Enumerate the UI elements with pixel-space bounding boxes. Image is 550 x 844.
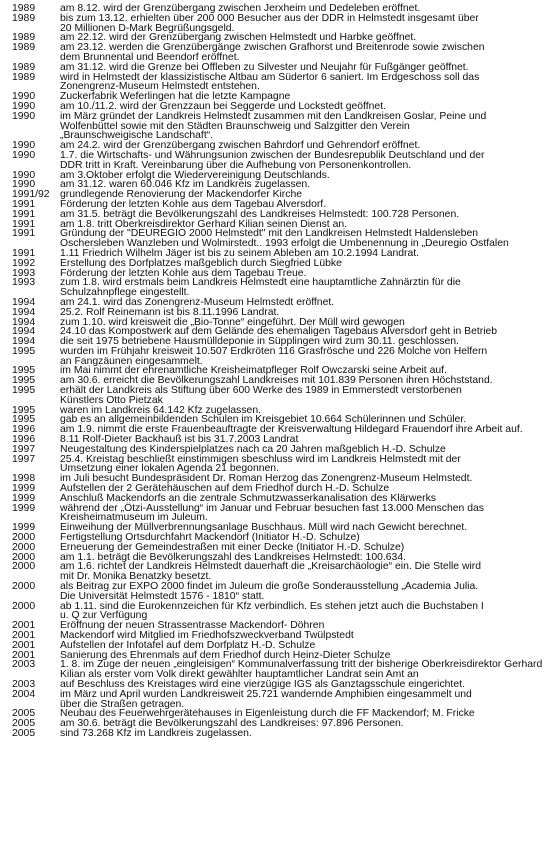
entry-text-line: bis zum 13.12. erhielten über 200 000 Besucher aus der DDR in Helmstedt insgesamt über [60,12,479,24]
entry-text-line: Umsetzung einer lokalen Agenda 21 begonnen. [60,463,279,475]
entry-text-line: erhält der Landkreis als Stiftung über 600 Werke des 1989 in Emmerstedt verstorbenen [60,385,462,397]
entry-text-line: während der „Ötzi-Ausstellung“ im Januar und Februar besuchen fast 13.000 Menschen das [60,502,484,514]
entry-text-line: am 8.12. wird der Grenzübergang zwischen Jerxheim und Dedeleben eröffnet. [60,3,421,14]
entry-text [60,602,524,622]
entry-year: 2001 [12,630,36,641]
entry-text-line: am 3.Oktober erfolgt die Wiedervereinigung Deutschlands. [60,169,330,181]
entry-text-line: am 1.9. nimmt die erste Frauenbeauftragte der Kreisverwaltung Hildegard Frauendorf ihre Arbeit auf. [60,424,523,436]
timeline-entry [0,151,550,171]
entry-text-line: Erstellung des Dorfplatzes maßgeblich durch Siegfried Lübke [60,257,342,269]
entry-year: 1989 [12,42,36,54]
entry-year: 2004 [12,688,36,700]
entry-text-line: im Mai nimmt der ehrenamtliche Kreisheimatpfleger Rolf Owczarski seine Arbeit auf. [60,365,447,377]
entry-text-line: Die Universität Helmstedt 1576 - 1810“ statt. [60,590,265,602]
entry-text-line: als Beitrag zur EXPO 2000 findet im Juleum die große Sonderausstellung „Academia Julia. [60,581,479,593]
entry-text-line: grundlegende Renovierung der Mackendorfer Kirche [60,189,303,201]
entry-text-line: 25.2. Rolf Reinemann ist bis 8.11.1996 Landrat. [60,306,280,318]
entry-text-line: Zuckerfabrik Weferlingen hat die letzte Kampagne [60,91,291,103]
entry-text-line: Aufstellen der Infotafel auf dem Dorfplatz H.-D. Schulze [60,639,316,651]
timeline-entry [0,582,550,602]
entry-text-line: Eröffnung der neuen Strassentrasse Mackendorf- Döhren [60,620,325,632]
entry-year: 2000 [12,551,36,563]
entry-year: 2001 [12,620,36,632]
entry-text-line: Künstlers Otto Pietzak [60,394,163,406]
entry-text-line: u. Q zur Verfügung [60,610,148,622]
entry-text-line: DDR tritt in Kraft. Vereinbarung über die Aufhebung von Personenkontrollen. [60,159,412,171]
entry-text-line: am 24.1. wird das Zonengrenz-Museum Helmstedt eröffnet. [60,296,335,308]
entry-year: 1993 [12,277,36,289]
entry-text [60,278,524,298]
entry-year: 1991 [12,218,36,230]
entry-year: 1999 [12,483,36,495]
entry-text-line: am 1.6. richtet der Landkreis Helmstedt dauerhaft die „Kreisarchäologie“ ein. Die Stelle wird [60,561,482,573]
entry-text-line: Wolfenbüttel sowie mit den Städten Braunschweig und Salzgitter den Verein [60,120,410,132]
entry-year: 2005 [12,718,36,730]
entry-year: 1989 [12,61,36,73]
entry-year: 1990 [12,149,36,161]
entry-year: 1994 [12,326,36,338]
entry-year: 1997 [12,443,36,455]
entry-text [60,504,524,524]
timeline-entry [0,386,550,406]
entry-text [60,729,524,739]
entry-text-line: am 1.1. beträgt die Bevölkerungszahl des Landkreises Helmstedt: 100.634. [60,551,406,563]
timeline-entry [0,562,550,582]
entry-year: 2001 [12,639,36,651]
entry-text-line: zum 1.10. wird kreisweit die „Bio-Tonne“ eingeführt. Der Müll wird gewogen [60,316,405,328]
entry-text-line: im März gründet der Landkreis Helmstedt zusammen mit den Landkreisen Goslar, Peine und [60,110,487,122]
entry-text-line: auf Beschluss des Kreistages wird eine vierzügige IGS als Ganztagsschule eingerichtet. [60,678,465,690]
entry-text [60,386,524,406]
entry-year: 1997 [12,453,36,465]
entry-year: 1990 [12,179,36,191]
entry-year: 1994 [12,296,36,308]
entry-text-line: 8.11 Rolf-Dieter Backhauß ist bis 31.7.2003 Landrat [60,434,299,446]
timeline-entry [0,112,550,141]
entry-year: 2000 [12,541,36,553]
entry-text [60,455,524,475]
timeline-entry [0,602,550,622]
entry-text [60,112,524,141]
entry-text-line: Zonengrenz-Museum Helmstedt entstehen. [60,81,260,93]
entry-text-line: im Juli besucht Bundespräsident Dr. Roman Herzog das Zonengrenz-Museum Helmstedt. [60,473,473,485]
entry-year: 1990 [12,110,36,122]
entry-year: 1996 [12,424,36,436]
entry-text-line: ab 1.11. sind die Eurokennzeichen für Kfz verbindlich. Es stehen jetzt auch die Buchstaben I [60,600,484,612]
entry-text-line: dem Brunnental und Beendorf eröffnet. [60,51,240,63]
entry-text-line: Neubau des Feuerwehrgerätehauses in Eigenleistung durch die FF Mackendorf; M. Fricke [60,708,475,720]
entry-text-line: über die Straßen getragen. [60,698,185,710]
timeline-entry [0,14,550,34]
timeline-entry [0,347,550,367]
entry-year: 1989 [12,32,36,44]
entry-text-line: 1.11 Friedrich Wilhelm Jäger ist bis zu seinem Ableben am 10.2.1994 Landrat. [60,247,420,259]
entry-year: 1991 [12,247,36,259]
entry-text-line: Mackendorf wird Mitglied im Friedhofszweckverband Twülpstedt [60,630,354,641]
entry-text-line: wurden im Frühjahr kreisweit 10.507 Erdkröten 116 Grasfrösche und 226 Molche von Helfern [60,345,488,357]
entry-text [60,43,524,63]
entry-text-line: am 22.12. wird der Grenzübergang zwischen Helmstedt und Harbke geöffnet. [60,32,417,44]
entry-text-line: waren im Landkreis 64.142 Kfz zugelassen. [60,404,261,416]
entry-year: 1990 [12,140,36,152]
timeline-entry [0,43,550,63]
entry-text-line: Kreisheimatmuseum im Juleum. [60,512,208,524]
entry-text-line: gab es an allgemeinbildenden Schulen im Kreisgebiet 10.664 Schülerinnen und Schüler. [60,414,467,426]
entry-text-line: am 31.12. wird die Grenze bei Offleben zu Silvester und Neujahr für Fußgänger geöffnet. [60,61,469,73]
entry-text-line: die seit 1975 betriebene Hausmülldeponie in Süpplingen wird zum 30.11. geschlossen. [60,336,459,348]
entry-text [60,347,524,367]
entry-text-line: Erneuerung der Gemeindestraßen mit einer Decke (Initiator H.-D. Schulze) [60,541,405,553]
entry-text-line: 1. 8. im Zuge der neuen „eingleisigen“ Kommunalverfassung tritt der bisherige Oberkreisdirektor Gerhard [60,659,543,671]
entry-year: 1998 [12,473,36,485]
entry-text-line: Schulzahnpflege eingestellt. [60,287,190,299]
entry-text-line: 24.10 das Kompostwerk auf dem Gelände des ehemaligen Tagebaus Alversdorf geht in Betrieb [60,326,498,338]
entry-text-line: Förderung der letzten Kohle aus dem Tagebau Alversdorf. [60,198,327,210]
entry-year: 1999 [12,502,36,514]
entry-text-line: am 24.2. wird der Grenzübergang zwischen Bahrdorf und Gehrendorf eröffnet. [60,140,421,152]
entry-text-line: am 30.6. beträgt die Bevölkerungszahl des Landkreises: 97.896 Personen. [60,718,404,730]
entry-year: 1990 [12,91,36,103]
entry-year: 1995 [12,375,36,387]
timeline-entry [0,690,550,710]
entry-text [60,151,524,171]
timeline-entry [0,229,550,249]
chronicle-timeline [0,4,550,739]
entry-text [60,562,524,582]
entry-text-line: sind 73.268 Kfz im Landkreis zugelassen. [60,727,252,739]
entry-text [60,229,524,249]
entry-text-line: Anschluß Mackendorfs an die zentrale Schmutzwasserkanalisation des Klärwerks [60,492,436,504]
entry-text-line: am 1.8. tritt Oberkreisdirektor Gerhard Kilian seinen Dienst an. [60,218,348,230]
entry-text-line: am 31.5. beträgt die Bevölkerungszahl des Landkreises Helmstedt: 100.728 Personen. [60,208,460,220]
entry-year: 1991 [12,228,36,240]
entry-text-line: am 23.12. werden die Grenzübergänge zwischen Grafhorst und Breitenrode sowie zwischen [60,42,485,54]
entry-text-line: Fertigstellung Ortsdurchfahrt Mackendorf (Initiator H.-D. Schulze) [60,532,360,544]
entry-year: 2005 [12,727,36,739]
entry-year: 2000 [12,600,36,612]
entry-year: 2003 [12,678,36,690]
entry-year: 1995 [12,385,36,397]
entry-year: 1989 [12,71,36,83]
entry-text [60,14,524,34]
timeline-entry [0,455,550,475]
entry-year: 1999 [12,522,36,534]
entry-year: 1995 [12,365,36,377]
entry-text-line: Sanierung des Ehrenmals auf dem Friedhof durch Heinz-Dieter Schulze [60,649,391,661]
entry-text-line: 1.7. die Wirtschafts- und Währungsunion zwischen der Bundesrepublik Deutschland und der [60,149,485,161]
entry-year: 1994 [12,316,36,328]
entry-year: 1989 [12,12,36,24]
entry-year: 2000 [12,561,36,573]
entry-text-line: Einweihung der Müllverbrennungsanlage Buschhaus. Müll wird nach Gewicht berechnet. [60,522,468,534]
timeline-entry [0,278,550,298]
entry-text-line: 20 Millionen D-Mark Begrüßungsgeld. [60,22,235,34]
entry-text-line: Kilian als erster vom Volk direkt gewählter hauptamtlicher Landrat sein Amt an [60,669,419,681]
entry-year: 1995 [12,404,36,416]
entry-year: 2000 [12,581,36,593]
entry-text-line: 25.4. Kreistag beschließt einstimmigen sbeschluss wird im Landkreis Helmstedt mit der [60,453,461,465]
entry-text-line: Neugestaltung des Kinderspielplatzes nach ca 20 Jahren maßgeblich H.-D. Schulze [60,443,446,455]
entry-text-line: „Braunschweigische Landschaft“. [60,130,214,142]
entry-year: 1994 [12,306,36,318]
timeline-entry [0,729,550,739]
entry-text-line: zum 1.8. wird erstmals beim Landkreis Helmstedt eine hauptamtliche Zahnärztin für die [60,277,461,289]
entry-year: 2001 [12,649,36,661]
entry-text [60,690,524,710]
entry-text-line: im März und April wurden Landkreisweit 25.721 wandernde Amphibien eingesammelt und [60,688,472,700]
entry-year: 1994 [12,336,36,348]
entry-year: 1989 [12,3,36,14]
entry-text [60,659,543,681]
timeline-entry [0,73,550,93]
timeline-entry [0,504,550,524]
entry-text-line: Aufstellen der 2 Gerätehäuschen auf dem Friedhof durch H.-D. Schulze [60,483,390,495]
entry-text [60,582,524,602]
entry-year: 1995 [12,345,36,357]
entry-year: 1990 [12,100,36,112]
entry-year: 2005 [12,708,36,720]
entry-text-line: wird in Helmstedt der klassizistische Altbau am Südertor 6 saniert. Im Erdgeschoss soll das [60,71,480,83]
entry-text-line: Gründung der "DEUREGIO 2000 Helmstedt" mit den Landkreisen Helmstedt Haldensleben [60,228,479,240]
entry-year: 1996 [12,434,36,446]
entry-text-line: am 10./11.2. wird der Grenzzaun bei Seggerde und Lockstedt geöffnet. [60,100,386,112]
entry-text-line: Oschersleben Wanzleben und Wolmirstedt.. 1993 erfolgt die Umbenennung in „Deuregio Ostfalen [60,238,509,250]
entry-year: 1999 [12,492,36,504]
entry-year: 1993 [12,267,36,279]
entry-text-line: mit Dr. Monika Benatzky besetzt. [60,571,212,583]
entry-year: 1990 [12,169,36,181]
entry-text-line: Förderung der letzten Kohle aus dem Tagebau Treue. [60,267,307,279]
entry-year: 1991 [12,198,36,210]
entry-text [60,73,524,93]
entry-year: 2003 [12,659,36,671]
timeline-entry [0,660,550,680]
entry-year: 1995 [12,414,36,426]
entry-year: 1991 [12,208,36,220]
entry-year: 1992 [12,257,36,269]
entry-year: 2000 [12,532,36,544]
entry-text-line: am 31.12. waren 60.046 Kfz im Landkreis zugelassen. [60,179,311,191]
entry-text-line: am 30.6. erreicht die Bevölkerungszahl Landkreises mit 101.839 Personen ihren Höchststand. [60,375,493,387]
entry-text-line: an Fangzäunen eingesammelt. [60,355,203,367]
entry-year: 1991/92 [12,189,50,201]
